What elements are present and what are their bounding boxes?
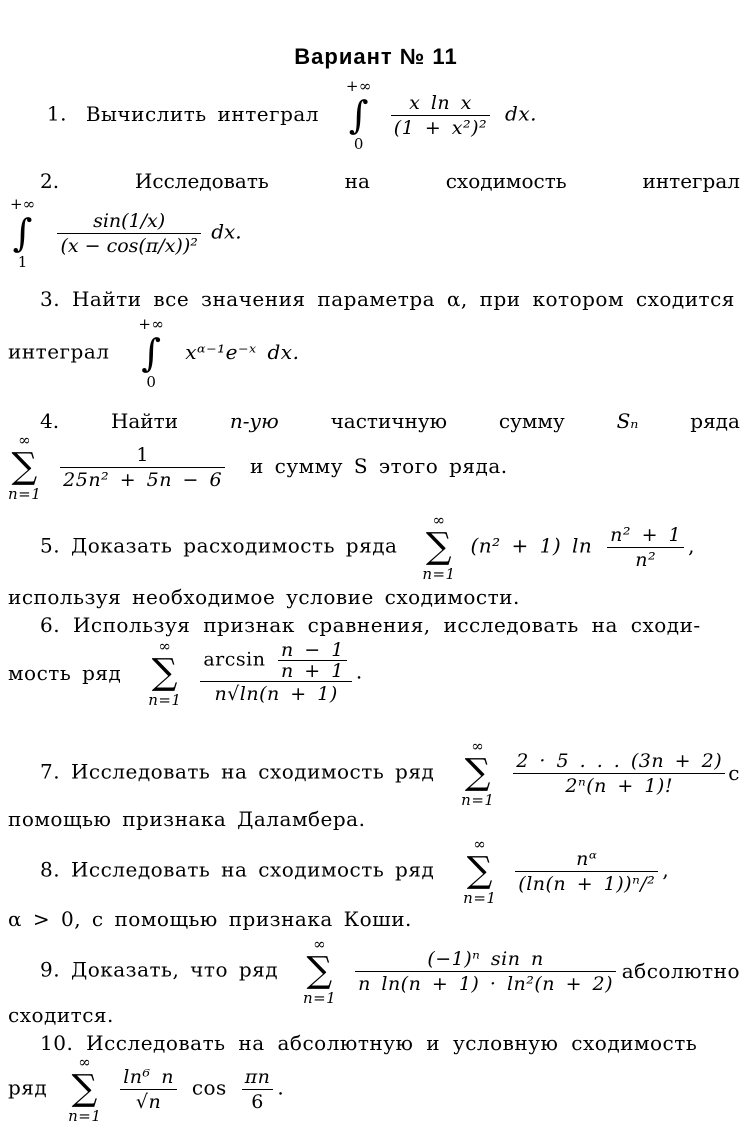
sum-8-lower: n=1 bbox=[463, 889, 497, 907]
sigma-sign: ∑ bbox=[306, 950, 333, 991]
sum-7-lower: n=1 bbox=[461, 791, 495, 809]
problem-9-line-1 bbox=[40, 936, 740, 1006]
variant-title: Вариант № 11 bbox=[294, 44, 458, 69]
fraction-10-numerator: ln⁶ n bbox=[123, 1065, 174, 1088]
sigma-sign: ∑ bbox=[466, 850, 493, 891]
integral-3-upper: +∞ bbox=[138, 315, 165, 333]
word: Исследовать bbox=[134, 169, 269, 193]
sum-6 bbox=[148, 638, 181, 708]
fraction-6-numerator bbox=[200, 640, 352, 681]
integral-2 bbox=[10, 196, 35, 270]
sum-8-upper: ∞ bbox=[473, 835, 487, 853]
sigma-sign: ∑ bbox=[151, 652, 178, 693]
integral-1 bbox=[346, 78, 372, 152]
word: n-ую bbox=[229, 409, 279, 433]
problem-1-tail: dx. bbox=[505, 101, 537, 126]
integral-1-upper: +∞ bbox=[345, 77, 372, 95]
fraction-7 bbox=[513, 749, 725, 798]
fraction-8-denominator: (ln(n + 1))ⁿ/² bbox=[515, 871, 658, 896]
integral-sign: ∫ bbox=[141, 331, 162, 375]
problem-9-text: 9. Доказать, что ряд bbox=[40, 957, 279, 982]
sum-4-upper: ∞ bbox=[18, 431, 32, 449]
problem-1-text: Вычислить интеграл bbox=[85, 101, 319, 126]
problem-6-lead: мость ряд bbox=[8, 661, 122, 685]
problem-9-line-2: сходится. bbox=[8, 1003, 114, 1027]
problem-3-lead: интеграл bbox=[8, 339, 110, 364]
integral-sign: ∫ bbox=[348, 93, 370, 137]
fraction-9 bbox=[355, 947, 616, 996]
integral-3-lower: 0 bbox=[146, 373, 157, 391]
sum-5-upper: ∞ bbox=[432, 511, 446, 529]
word: интеграл bbox=[642, 169, 740, 193]
integral-sign: ∫ bbox=[12, 211, 33, 255]
word: на bbox=[344, 169, 370, 193]
cos-label: cos bbox=[191, 1075, 227, 1100]
problem-7-tail: с bbox=[728, 761, 740, 785]
problem-5-text: 5. Доказать расходимость ряда bbox=[40, 533, 398, 558]
problem-7-line-1 bbox=[40, 738, 740, 808]
fraction-10 bbox=[120, 1065, 177, 1114]
sum-7 bbox=[461, 738, 494, 808]
fraction-2 bbox=[57, 209, 200, 258]
word: Найти bbox=[110, 409, 179, 433]
sum-5-lower: n=1 bbox=[422, 565, 456, 583]
integral-3-integrand: xᵅ⁻¹e⁻ˣ dx. bbox=[185, 339, 300, 364]
fraction-1-numerator: x ln x bbox=[409, 91, 472, 114]
integral-2-upper: +∞ bbox=[10, 195, 36, 213]
fraction-6 bbox=[200, 640, 352, 706]
fraction-2-denominator: (x − cos(π/x))² bbox=[57, 233, 200, 258]
fraction-5 bbox=[607, 523, 684, 572]
word: сходимость bbox=[445, 169, 567, 193]
fraction-10-denominator: √n bbox=[120, 1089, 177, 1114]
word: частичную bbox=[330, 409, 448, 433]
problem-2-tail: dx. bbox=[211, 219, 242, 244]
fraction-7-denominator: 2ⁿ(n + 1)! bbox=[513, 773, 725, 798]
problem-8-text: 8. Исследовать на сходимость ряд bbox=[40, 857, 435, 882]
integral-3 bbox=[138, 316, 164, 390]
word: ряда bbox=[690, 409, 740, 433]
fraction-2-numerator: sin(1/x) bbox=[93, 209, 166, 232]
sum-6-lower: n=1 bbox=[148, 691, 182, 709]
problem-10-period: . bbox=[277, 1075, 285, 1100]
inner-numerator: n − 1 bbox=[281, 639, 344, 661]
sum-9-upper: ∞ bbox=[313, 935, 327, 953]
sum-5 bbox=[422, 512, 455, 582]
sum-10 bbox=[68, 1054, 101, 1124]
problem-10-line-2 bbox=[8, 1054, 740, 1124]
sum-9-lower: n=1 bbox=[302, 989, 337, 1007]
problem-10-lead: ряд bbox=[8, 1075, 48, 1100]
problem-3-line-2 bbox=[8, 316, 740, 390]
word: сумму bbox=[498, 409, 565, 433]
problem-6-line-2 bbox=[8, 638, 740, 708]
integral-2-lower: 1 bbox=[17, 253, 28, 271]
problem-10-line-1: 10. Исследовать на абсолютную и условную сходимость bbox=[40, 1031, 698, 1055]
problem-4-line-2 bbox=[8, 432, 740, 502]
partial-sum-symbol: Sₙ bbox=[616, 409, 639, 433]
sigma-sign: ∑ bbox=[464, 752, 491, 793]
fraction-6-denominator: n√ln(n + 1) bbox=[200, 681, 352, 706]
sum-4 bbox=[8, 432, 41, 502]
problem-3-line-1: 3. Найти все значения параметра α, при котором сходится bbox=[40, 287, 735, 311]
sigma-sign: ∑ bbox=[425, 526, 453, 567]
series-5-term: (n² + 1) ln bbox=[470, 533, 593, 558]
cos-denominator: 6 bbox=[242, 1089, 274, 1114]
problem-2-line-2 bbox=[10, 196, 742, 270]
sigma-sign: ∑ bbox=[11, 446, 38, 487]
problem-8-line-2: α > 0, с помощью признака Коши. bbox=[8, 907, 412, 931]
fraction-4 bbox=[60, 443, 225, 492]
sum-10-lower: n=1 bbox=[68, 1107, 102, 1125]
problem-5-line-1 bbox=[40, 512, 740, 582]
problem-2-number: 2. bbox=[40, 169, 60, 193]
sum-7-upper: ∞ bbox=[471, 737, 485, 755]
cos-numerator: πn bbox=[244, 1065, 271, 1088]
problem-9-tail: абсолютно bbox=[621, 959, 740, 983]
arcsin-label: arcsin bbox=[203, 648, 266, 671]
fraction-7-numerator: 2 · 5 . . . (3n + 2) bbox=[516, 749, 723, 772]
fraction-5-denominator: n² bbox=[607, 547, 684, 572]
problem-4-tail: и сумму S этого ряда. bbox=[249, 453, 508, 478]
fraction-1-denominator: (1 + x²)² bbox=[391, 115, 490, 140]
fraction-9-numerator: (−1)ⁿ sin n bbox=[427, 947, 544, 970]
problem-1-number: 1. bbox=[46, 101, 67, 126]
problem-4-line-1 bbox=[40, 408, 740, 434]
problem-4-number: 4. bbox=[40, 409, 60, 433]
problem-7-line-2: помощью признака Даламбера. bbox=[8, 807, 366, 831]
fraction-10-cos bbox=[242, 1065, 274, 1114]
problem-6-period: . bbox=[355, 659, 363, 684]
problem-8-comma: , bbox=[662, 857, 670, 882]
problem-6-line-1: 6. Используя признак сравнения, исследовать на сходи- bbox=[40, 613, 701, 637]
fraction-8 bbox=[515, 847, 658, 896]
sum-8 bbox=[463, 836, 496, 906]
fraction-1 bbox=[391, 91, 490, 140]
fraction-8-numerator: nᵅ bbox=[576, 847, 598, 870]
inner-denominator: n + 1 bbox=[278, 660, 347, 681]
integral-1-lower: 0 bbox=[353, 135, 364, 153]
fraction-6-inner bbox=[278, 640, 347, 681]
fraction-4-denominator: 25n² + 5n − 6 bbox=[60, 467, 225, 492]
fraction-9-denominator: n ln(n + 1) · ln²(n + 2) bbox=[355, 971, 616, 996]
problem-5-comma: , bbox=[688, 533, 695, 558]
problem-2-line-1 bbox=[40, 168, 740, 194]
fraction-4-numerator: 1 bbox=[136, 443, 149, 466]
sum-10-upper: ∞ bbox=[78, 1053, 92, 1071]
sigma-sign: ∑ bbox=[71, 1068, 98, 1109]
sum-4-lower: n=1 bbox=[8, 485, 42, 503]
sum-9 bbox=[303, 936, 336, 1006]
problem-1 bbox=[8, 78, 740, 152]
problem-5-line-2: используя необходимое условие сходимости. bbox=[8, 585, 520, 609]
problem-7-text: 7. Исследовать на сходимость ряд bbox=[40, 759, 435, 784]
problem-8-line-1 bbox=[40, 836, 740, 906]
sum-6-upper: ∞ bbox=[158, 637, 172, 655]
fraction-5-numerator: n² + 1 bbox=[610, 523, 682, 546]
